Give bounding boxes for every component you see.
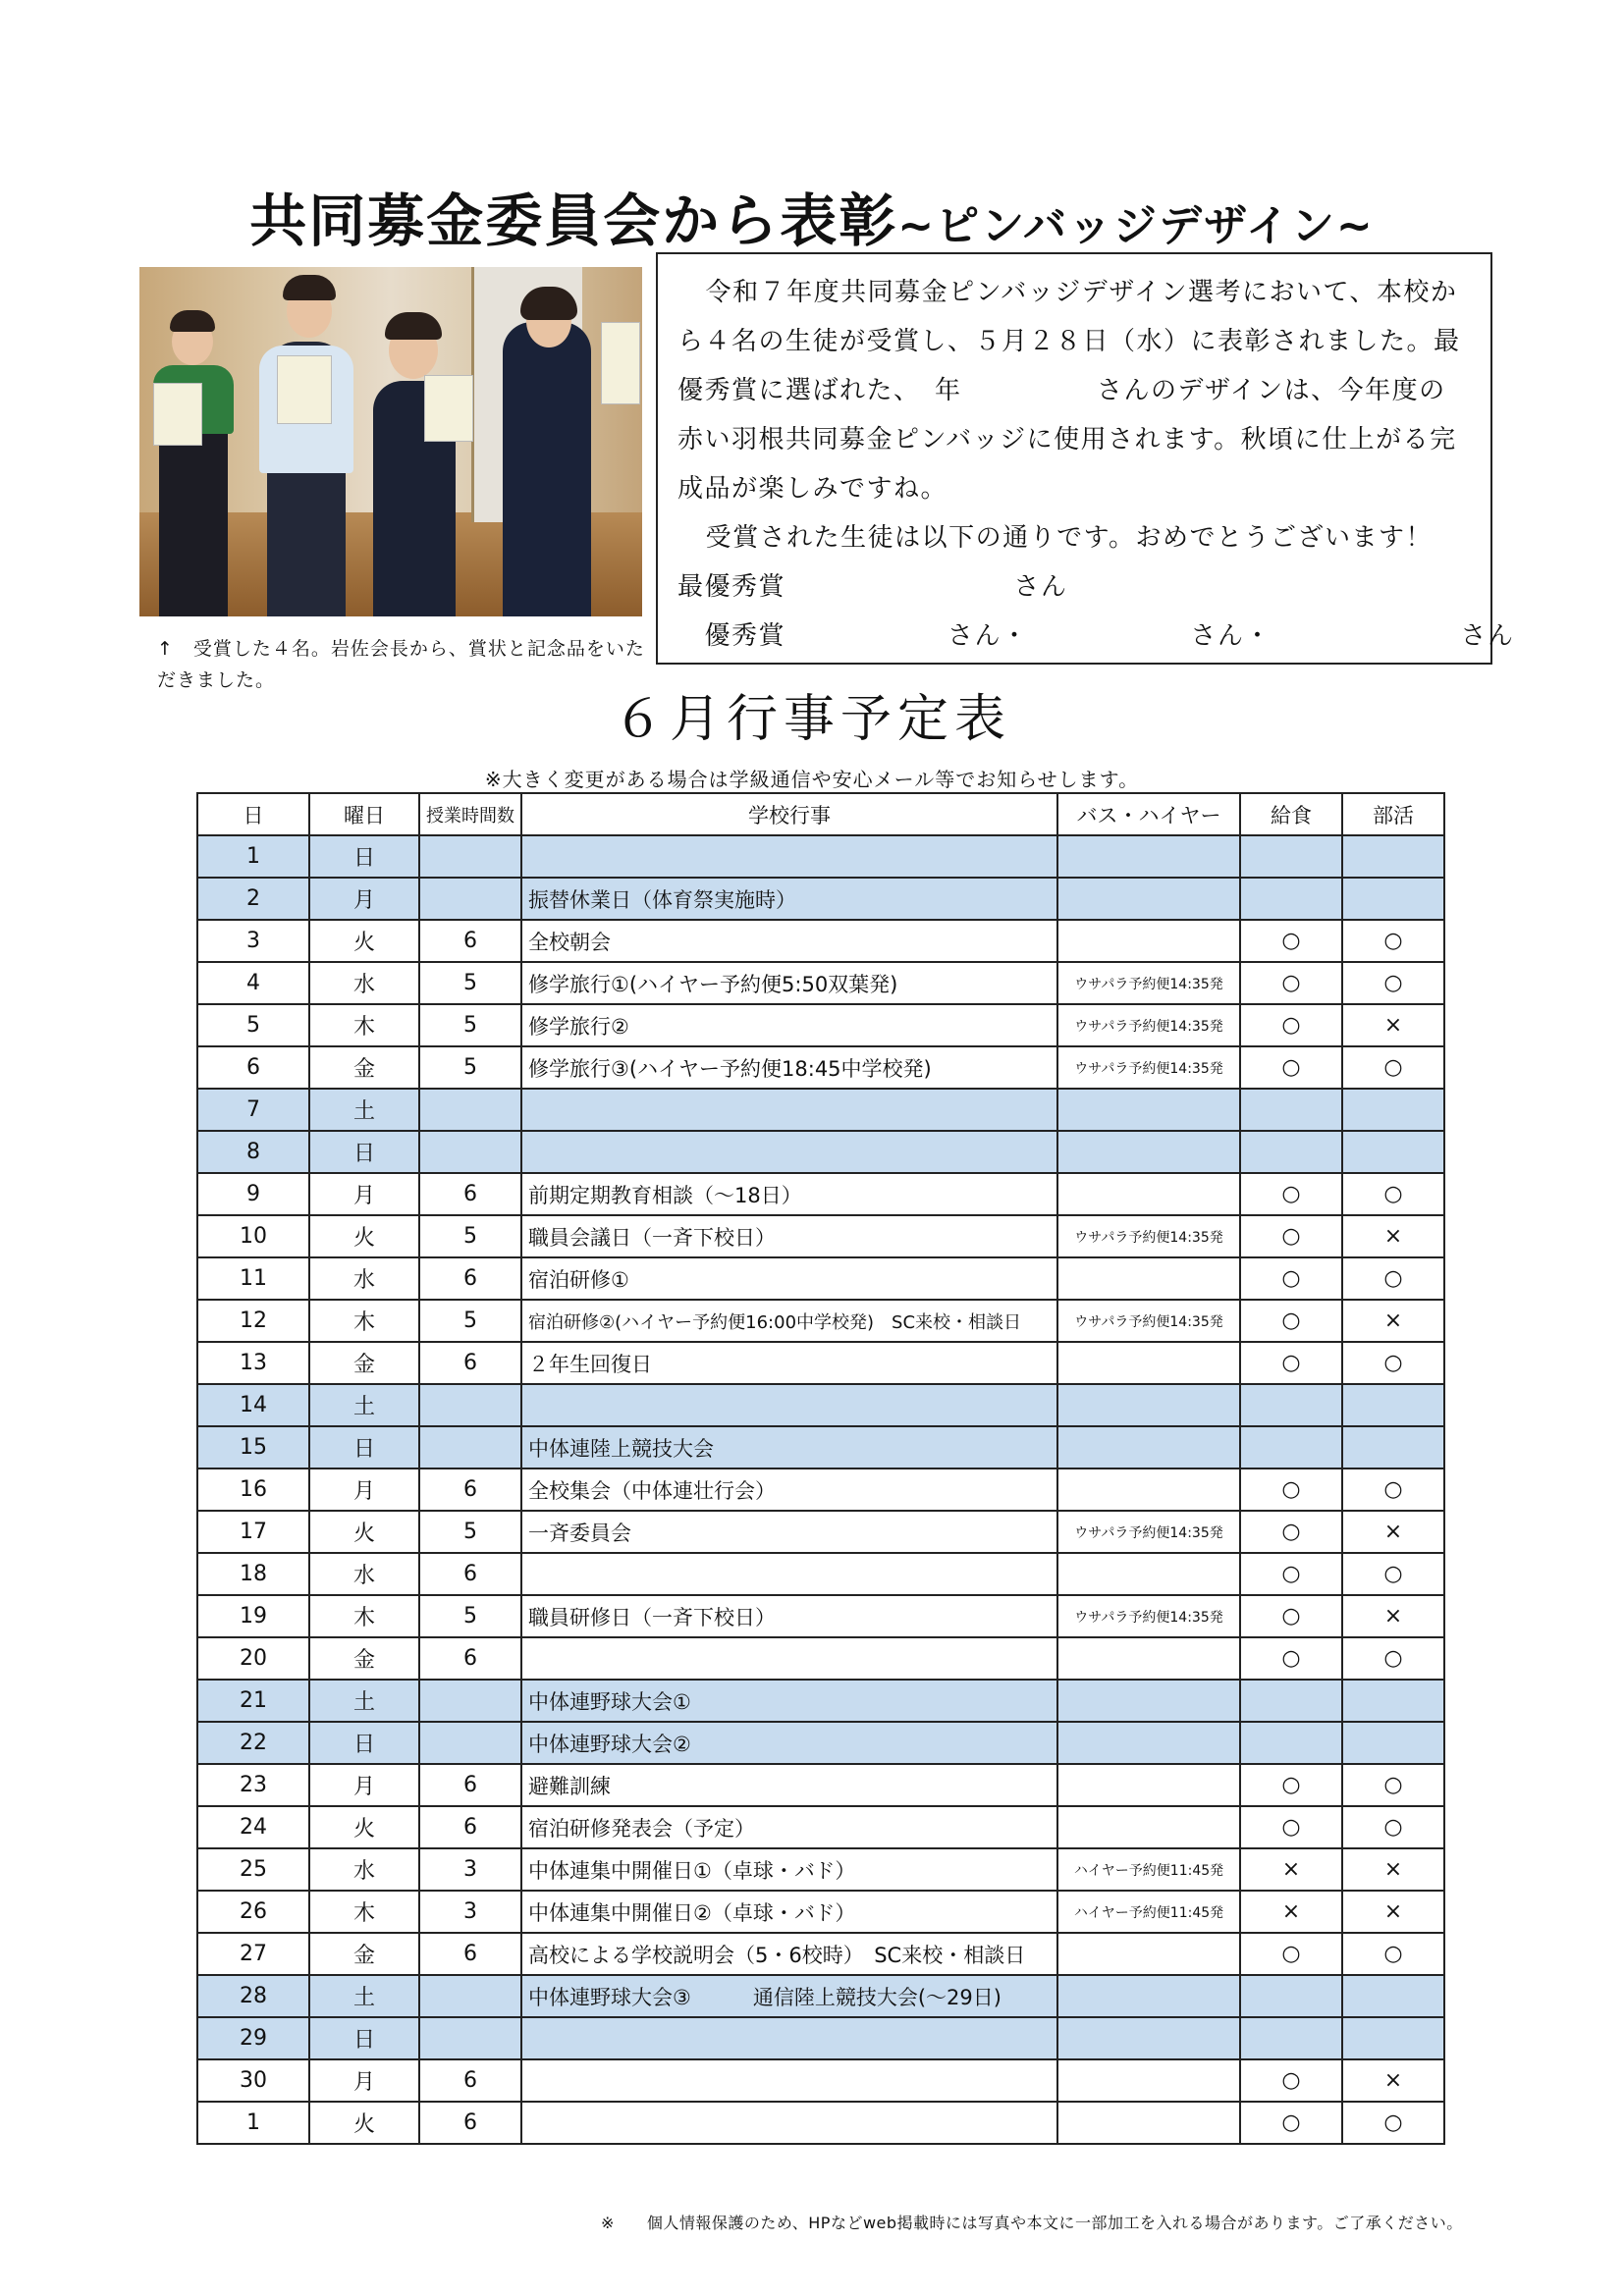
table-row [197, 1046, 1444, 1089]
privacy-note: ※ 個人情報保護のため、HPなどweb掲載時には写真や本文に一部加工を入れる場合があります。ご了承ください。 [601, 2214, 1463, 2232]
cell-club [1342, 1426, 1444, 1468]
award-excellent-row [677, 612, 1515, 661]
cell-event [521, 1553, 1057, 1595]
cell-hours: 5 [419, 1595, 521, 1637]
schedule-body [197, 835, 1444, 2144]
table-row [197, 835, 1444, 878]
cell-weekday: 金 [309, 1342, 419, 1384]
cell-bus [1057, 1933, 1240, 1975]
cell-bus [1057, 1680, 1240, 1722]
cell-lunch: ○ [1240, 2059, 1342, 2102]
cell-lunch: ○ [1240, 1806, 1342, 1848]
cell-weekday: 月 [309, 2059, 419, 2102]
cell-hours: 6 [419, 920, 521, 962]
cell-hours: 3 [419, 1891, 521, 1933]
cell-lunch: ○ [1240, 1300, 1342, 1342]
cell-lunch: ○ [1240, 1595, 1342, 1637]
table-row [197, 2017, 1444, 2059]
cell-club: ○ [1342, 1637, 1444, 1680]
cell-event [521, 1089, 1057, 1131]
table-row [197, 1384, 1444, 1426]
cell-bus [1057, 1426, 1240, 1468]
award-excellent-names: さん・ さん・ さん [785, 621, 1515, 651]
cell-event: 修学旅行② [521, 1004, 1057, 1046]
cell-event: 宿泊研修発表会（予定） [521, 1806, 1057, 1848]
cell-hours: 6 [419, 1257, 521, 1300]
cell-day: 28 [197, 1975, 309, 2017]
table-row [197, 1933, 1444, 1975]
cell-weekday: 水 [309, 1553, 419, 1595]
cell-event: 前期定期教育相談（～18日） [521, 1173, 1057, 1215]
cell-event: 全校朝会 [521, 920, 1057, 962]
cell-lunch: ○ [1240, 1933, 1342, 1975]
cell-weekday: 土 [309, 1089, 419, 1131]
cell-lunch [1240, 878, 1342, 920]
cell-bus [1057, 1342, 1240, 1384]
cell-event: 高校による学校説明会（5・6校時） SC来校・相談日 [521, 1933, 1057, 1975]
cell-event: 修学旅行①(ハイヤー予約便5:50双葉発) [521, 962, 1057, 1004]
cell-hours: 5 [419, 962, 521, 1004]
table-row [197, 1553, 1444, 1595]
header-event: 学校行事 [521, 793, 1057, 835]
cell-event [521, 835, 1057, 878]
cell-weekday: 金 [309, 1933, 419, 1975]
cell-weekday: 火 [309, 2102, 419, 2144]
cell-lunch: ○ [1240, 1257, 1342, 1300]
cell-weekday: 木 [309, 1300, 419, 1342]
cell-event: 中体連集中開催日②（卓球・バド） [521, 1891, 1057, 1933]
cell-lunch: ○ [1240, 920, 1342, 962]
cell-bus [1057, 1257, 1240, 1300]
cell-bus: ウサパラ予約便14:35発 [1057, 962, 1240, 1004]
cell-event: 宿泊研修②(ハイヤー予約便16:00中学校発) SC来校・相談日 [521, 1300, 1057, 1342]
cell-weekday: 土 [309, 1384, 419, 1426]
cell-hours: 6 [419, 1764, 521, 1806]
cell-lunch [1240, 1089, 1342, 1131]
cell-hours [419, 1131, 521, 1173]
cell-event: 全校集会（中体連壮行会） [521, 1468, 1057, 1511]
cell-event [521, 2017, 1057, 2059]
cell-weekday: 月 [309, 1173, 419, 1215]
cell-weekday: 土 [309, 1975, 419, 2017]
cell-club: × [1342, 1595, 1444, 1637]
cell-weekday: 金 [309, 1637, 419, 1680]
table-row [197, 1468, 1444, 1511]
cell-day: 23 [197, 1764, 309, 1806]
cell-weekday: 水 [309, 1848, 419, 1891]
cell-hours: 6 [419, 2102, 521, 2144]
cell-bus [1057, 1764, 1240, 1806]
cell-hours: 6 [419, 1173, 521, 1215]
cell-club: ○ [1342, 1764, 1444, 1806]
cell-club [1342, 1089, 1444, 1131]
cell-club [1342, 1722, 1444, 1764]
cell-bus [1057, 2102, 1240, 2144]
cell-day: 9 [197, 1173, 309, 1215]
cell-hours: 6 [419, 1468, 521, 1511]
cell-event [521, 1131, 1057, 1173]
header-bus: バス・ハイヤー [1057, 793, 1240, 835]
cell-day: 24 [197, 1806, 309, 1848]
cell-lunch: × [1240, 1848, 1342, 1891]
cell-club: ○ [1342, 1806, 1444, 1848]
cell-weekday: 土 [309, 1680, 419, 1722]
cell-hours [419, 1426, 521, 1468]
cell-weekday: 火 [309, 1806, 419, 1848]
cell-day: 13 [197, 1342, 309, 1384]
cell-lunch: ○ [1240, 1215, 1342, 1257]
cell-hours: 5 [419, 1215, 521, 1257]
cell-club: × [1342, 1004, 1444, 1046]
table-row [197, 920, 1444, 962]
cell-bus [1057, 1089, 1240, 1131]
cell-club: × [1342, 1848, 1444, 1891]
article-paragraph-2: 受賞された生徒は以下の通りです。おめでとうございます！ [705, 523, 1434, 553]
cell-club [1342, 878, 1444, 920]
cell-bus [1057, 1806, 1240, 1848]
cell-event: 中体連野球大会① [521, 1680, 1057, 1722]
table-row [197, 1722, 1444, 1764]
cell-bus [1057, 1468, 1240, 1511]
cell-club: × [1342, 1300, 1444, 1342]
cell-hours [419, 1384, 521, 1426]
cell-club [1342, 1131, 1444, 1173]
cell-weekday: 水 [309, 1257, 419, 1300]
cell-club: ○ [1342, 920, 1444, 962]
table-row [197, 1004, 1444, 1046]
table-row [197, 1131, 1444, 1173]
cell-club: ○ [1342, 1173, 1444, 1215]
cell-day: 2 [197, 878, 309, 920]
table-row [197, 1342, 1444, 1384]
cell-club [1342, 2017, 1444, 2059]
cell-lunch: × [1240, 1891, 1342, 1933]
cell-weekday: 木 [309, 1891, 419, 1933]
cell-hours: 6 [419, 2059, 521, 2102]
cell-club [1342, 835, 1444, 878]
cell-club: ○ [1342, 1553, 1444, 1595]
cell-event: 中体連野球大会② [521, 1722, 1057, 1764]
cell-day: 19 [197, 1595, 309, 1637]
cell-day: 29 [197, 2017, 309, 2059]
cell-event [521, 2102, 1057, 2144]
cell-bus: ハイヤー予約便11:45発 [1057, 1848, 1240, 1891]
cell-weekday: 火 [309, 1511, 419, 1553]
cell-lunch: ○ [1240, 1637, 1342, 1680]
cell-bus [1057, 920, 1240, 962]
cell-weekday: 火 [309, 1215, 419, 1257]
cell-day: 17 [197, 1511, 309, 1553]
cell-weekday: 日 [309, 1131, 419, 1173]
table-row [197, 1806, 1444, 1848]
cell-club: ○ [1342, 2102, 1444, 2144]
cell-bus [1057, 1173, 1240, 1215]
cell-bus: ウサパラ予約便14:35発 [1057, 1300, 1240, 1342]
cell-hours: 6 [419, 1637, 521, 1680]
cell-event: 中体連集中開催日①（卓球・バド） [521, 1848, 1057, 1891]
table-row [197, 1891, 1444, 1933]
cell-day: 25 [197, 1848, 309, 1891]
header-day: 日 [197, 793, 309, 835]
page-title [0, 175, 1624, 257]
cell-weekday: 木 [309, 1004, 419, 1046]
table-row [197, 962, 1444, 1004]
cell-hours: 6 [419, 1553, 521, 1595]
table-row [197, 1680, 1444, 1722]
cell-day: 30 [197, 2059, 309, 2102]
cell-day: 5 [197, 1004, 309, 1046]
cell-day: 22 [197, 1722, 309, 1764]
table-row [197, 1300, 1444, 1342]
cell-event: 一斉委員会 [521, 1511, 1057, 1553]
table-row [197, 878, 1444, 920]
cell-bus: ウサパラ予約便14:35発 [1057, 1511, 1240, 1553]
cell-day: 16 [197, 1468, 309, 1511]
cell-club [1342, 1975, 1444, 2017]
cell-bus [1057, 1722, 1240, 1764]
cell-bus [1057, 2017, 1240, 2059]
cell-bus [1057, 835, 1240, 878]
table-row [197, 1595, 1444, 1637]
cell-hours [419, 1089, 521, 1131]
cell-event: ２年生回復日 [521, 1342, 1057, 1384]
cell-lunch [1240, 1384, 1342, 1426]
table-row [197, 1637, 1444, 1680]
cell-day: 21 [197, 1680, 309, 1722]
cell-day: 1 [197, 2102, 309, 2144]
cell-hours: 5 [419, 1004, 521, 1046]
award-top-names: さん [825, 572, 1068, 602]
title-main: 共同募金委員会から表彰 [249, 187, 898, 254]
cell-hours [419, 878, 521, 920]
cell-lunch [1240, 835, 1342, 878]
table-row [197, 1764, 1444, 1806]
table-row [197, 1426, 1444, 1468]
schedule-header-row [197, 793, 1444, 835]
title-subtitle: ~ピンバッジデザイン~ [897, 201, 1375, 251]
cell-club: ○ [1342, 1468, 1444, 1511]
cell-club: × [1342, 2059, 1444, 2102]
cell-event: 職員会議日（一斉下校日） [521, 1215, 1057, 1257]
cell-weekday: 月 [309, 1764, 419, 1806]
cell-club: ○ [1342, 1933, 1444, 1975]
cell-hours: 5 [419, 1300, 521, 1342]
cell-club: × [1342, 1215, 1444, 1257]
cell-bus: ハイヤー予約便11:45発 [1057, 1891, 1240, 1933]
table-row [197, 1173, 1444, 1215]
cell-lunch [1240, 1975, 1342, 2017]
table-row [197, 1215, 1444, 1257]
cell-lunch: ○ [1240, 962, 1342, 1004]
table-row [197, 2059, 1444, 2102]
cell-lunch [1240, 1722, 1342, 1764]
cell-weekday: 木 [309, 1595, 419, 1637]
schedule-table [196, 792, 1445, 2145]
cell-lunch [1240, 2017, 1342, 2059]
cell-event [521, 2059, 1057, 2102]
cell-day: 10 [197, 1215, 309, 1257]
cell-weekday: 日 [309, 1722, 419, 1764]
cell-bus [1057, 878, 1240, 920]
cell-hours: 6 [419, 1342, 521, 1384]
cell-day: 6 [197, 1046, 309, 1089]
cell-hours: 3 [419, 1848, 521, 1891]
cell-weekday: 金 [309, 1046, 419, 1089]
cell-club [1342, 1384, 1444, 1426]
cell-bus [1057, 1553, 1240, 1595]
cell-day: 3 [197, 920, 309, 962]
table-row [197, 1511, 1444, 1553]
cell-lunch: ○ [1240, 1468, 1342, 1511]
cell-hours: 5 [419, 1511, 521, 1553]
award-article [656, 252, 1515, 665]
award-top-row [677, 562, 1473, 612]
table-row [197, 2102, 1444, 2144]
schedule-title: ６月行事予定表 [612, 690, 1011, 749]
cell-lunch: ○ [1240, 2102, 1342, 2144]
cell-lunch: ○ [1240, 1553, 1342, 1595]
cell-hours [419, 835, 521, 878]
cell-day: 20 [197, 1637, 309, 1680]
cell-hours [419, 2017, 521, 2059]
cell-bus: ウサパラ予約便14:35発 [1057, 1595, 1240, 1637]
table-row [197, 1848, 1444, 1891]
cell-club: × [1342, 1511, 1444, 1553]
cell-bus [1057, 2059, 1240, 2102]
article-paragraph-1: 令和７年度共同募金ピンバッジデザイン選考において、本校から４名の生徒が受賞し、５月２８日（水）に表彰されました。最優秀賞に選ばれた、 年 さんのデザインは、今年度の赤い羽根共同募金ピンバッジに使用されます。秋頃に仕上がる完成品が楽しみですね。 [677, 278, 1461, 504]
cell-day: 1 [197, 835, 309, 878]
cell-day: 27 [197, 1933, 309, 1975]
award-photo [139, 267, 642, 616]
header-club: 部活 [1342, 793, 1444, 835]
cell-day: 26 [197, 1891, 309, 1933]
cell-bus [1057, 1637, 1240, 1680]
cell-event: 避難訓練 [521, 1764, 1057, 1806]
cell-hours: 5 [419, 1046, 521, 1089]
cell-lunch: ○ [1240, 1511, 1342, 1553]
header-hours: 授業時間数 [419, 793, 521, 835]
cell-day: 15 [197, 1426, 309, 1468]
cell-hours: 6 [419, 1806, 521, 1848]
cell-lunch: ○ [1240, 1004, 1342, 1046]
award-top-label: 最優秀賞 [677, 572, 786, 602]
cell-hours [419, 1680, 521, 1722]
cell-club [1342, 1680, 1444, 1722]
cell-weekday: 水 [309, 962, 419, 1004]
cell-bus [1057, 1975, 1240, 2017]
cell-club: ○ [1342, 1342, 1444, 1384]
cell-day: 18 [197, 1553, 309, 1595]
cell-day: 14 [197, 1384, 309, 1426]
cell-lunch: ○ [1240, 1764, 1342, 1806]
cell-lunch: ○ [1240, 1046, 1342, 1089]
cell-club: ○ [1342, 1257, 1444, 1300]
cell-lunch [1240, 1680, 1342, 1722]
cell-lunch [1240, 1426, 1342, 1468]
cell-bus: ウサパラ予約便14:35発 [1057, 1004, 1240, 1046]
schedule-note: ※大きく変更がある場合は学級通信や安心メール等でお知らせします。 [484, 768, 1140, 791]
cell-weekday: 月 [309, 1468, 419, 1511]
cell-event: 職員研修日（一斉下校日） [521, 1595, 1057, 1637]
cell-event: 宿泊研修① [521, 1257, 1057, 1300]
cell-bus [1057, 1384, 1240, 1426]
cell-event [521, 1384, 1057, 1426]
cell-day: 7 [197, 1089, 309, 1131]
cell-hours [419, 1722, 521, 1764]
cell-weekday: 日 [309, 835, 419, 878]
cell-event: 振替休業日（体育祭実施時） [521, 878, 1057, 920]
cell-weekday: 日 [309, 2017, 419, 2059]
cell-weekday: 月 [309, 878, 419, 920]
cell-club: ○ [1342, 1046, 1444, 1089]
cell-day: 11 [197, 1257, 309, 1300]
table-row [197, 1257, 1444, 1300]
cell-weekday: 火 [309, 920, 419, 962]
cell-event: 修学旅行③(ハイヤー予約便18:45中学校発) [521, 1046, 1057, 1089]
cell-event: 中体連陸上競技大会 [521, 1426, 1057, 1468]
photo-caption: ↑ 受賞した４名。岩佐会長から、賞状と記念品をいただきました。 [157, 638, 645, 691]
header-weekday: 曜日 [309, 793, 419, 835]
header-lunch: 給食 [1240, 793, 1342, 835]
cell-day: 4 [197, 962, 309, 1004]
cell-lunch [1240, 1131, 1342, 1173]
cell-lunch: ○ [1240, 1342, 1342, 1384]
cell-club: ○ [1342, 962, 1444, 1004]
award-excellent-label: 優秀賞 [677, 621, 786, 651]
cell-bus: ウサパラ予約便14:35発 [1057, 1046, 1240, 1089]
cell-hours [419, 1975, 521, 2017]
cell-day: 12 [197, 1300, 309, 1342]
cell-bus: ウサパラ予約便14:35発 [1057, 1215, 1240, 1257]
table-row [197, 1975, 1444, 2017]
cell-club: × [1342, 1891, 1444, 1933]
cell-day: 8 [197, 1131, 309, 1173]
table-row [197, 1089, 1444, 1131]
cell-lunch: ○ [1240, 1173, 1342, 1215]
cell-event: 中体連野球大会③ 通信陸上競技大会(～29日) [521, 1975, 1057, 2017]
cell-event [521, 1637, 1057, 1680]
cell-bus [1057, 1131, 1240, 1173]
cell-weekday: 日 [309, 1426, 419, 1468]
cell-hours: 6 [419, 1933, 521, 1975]
